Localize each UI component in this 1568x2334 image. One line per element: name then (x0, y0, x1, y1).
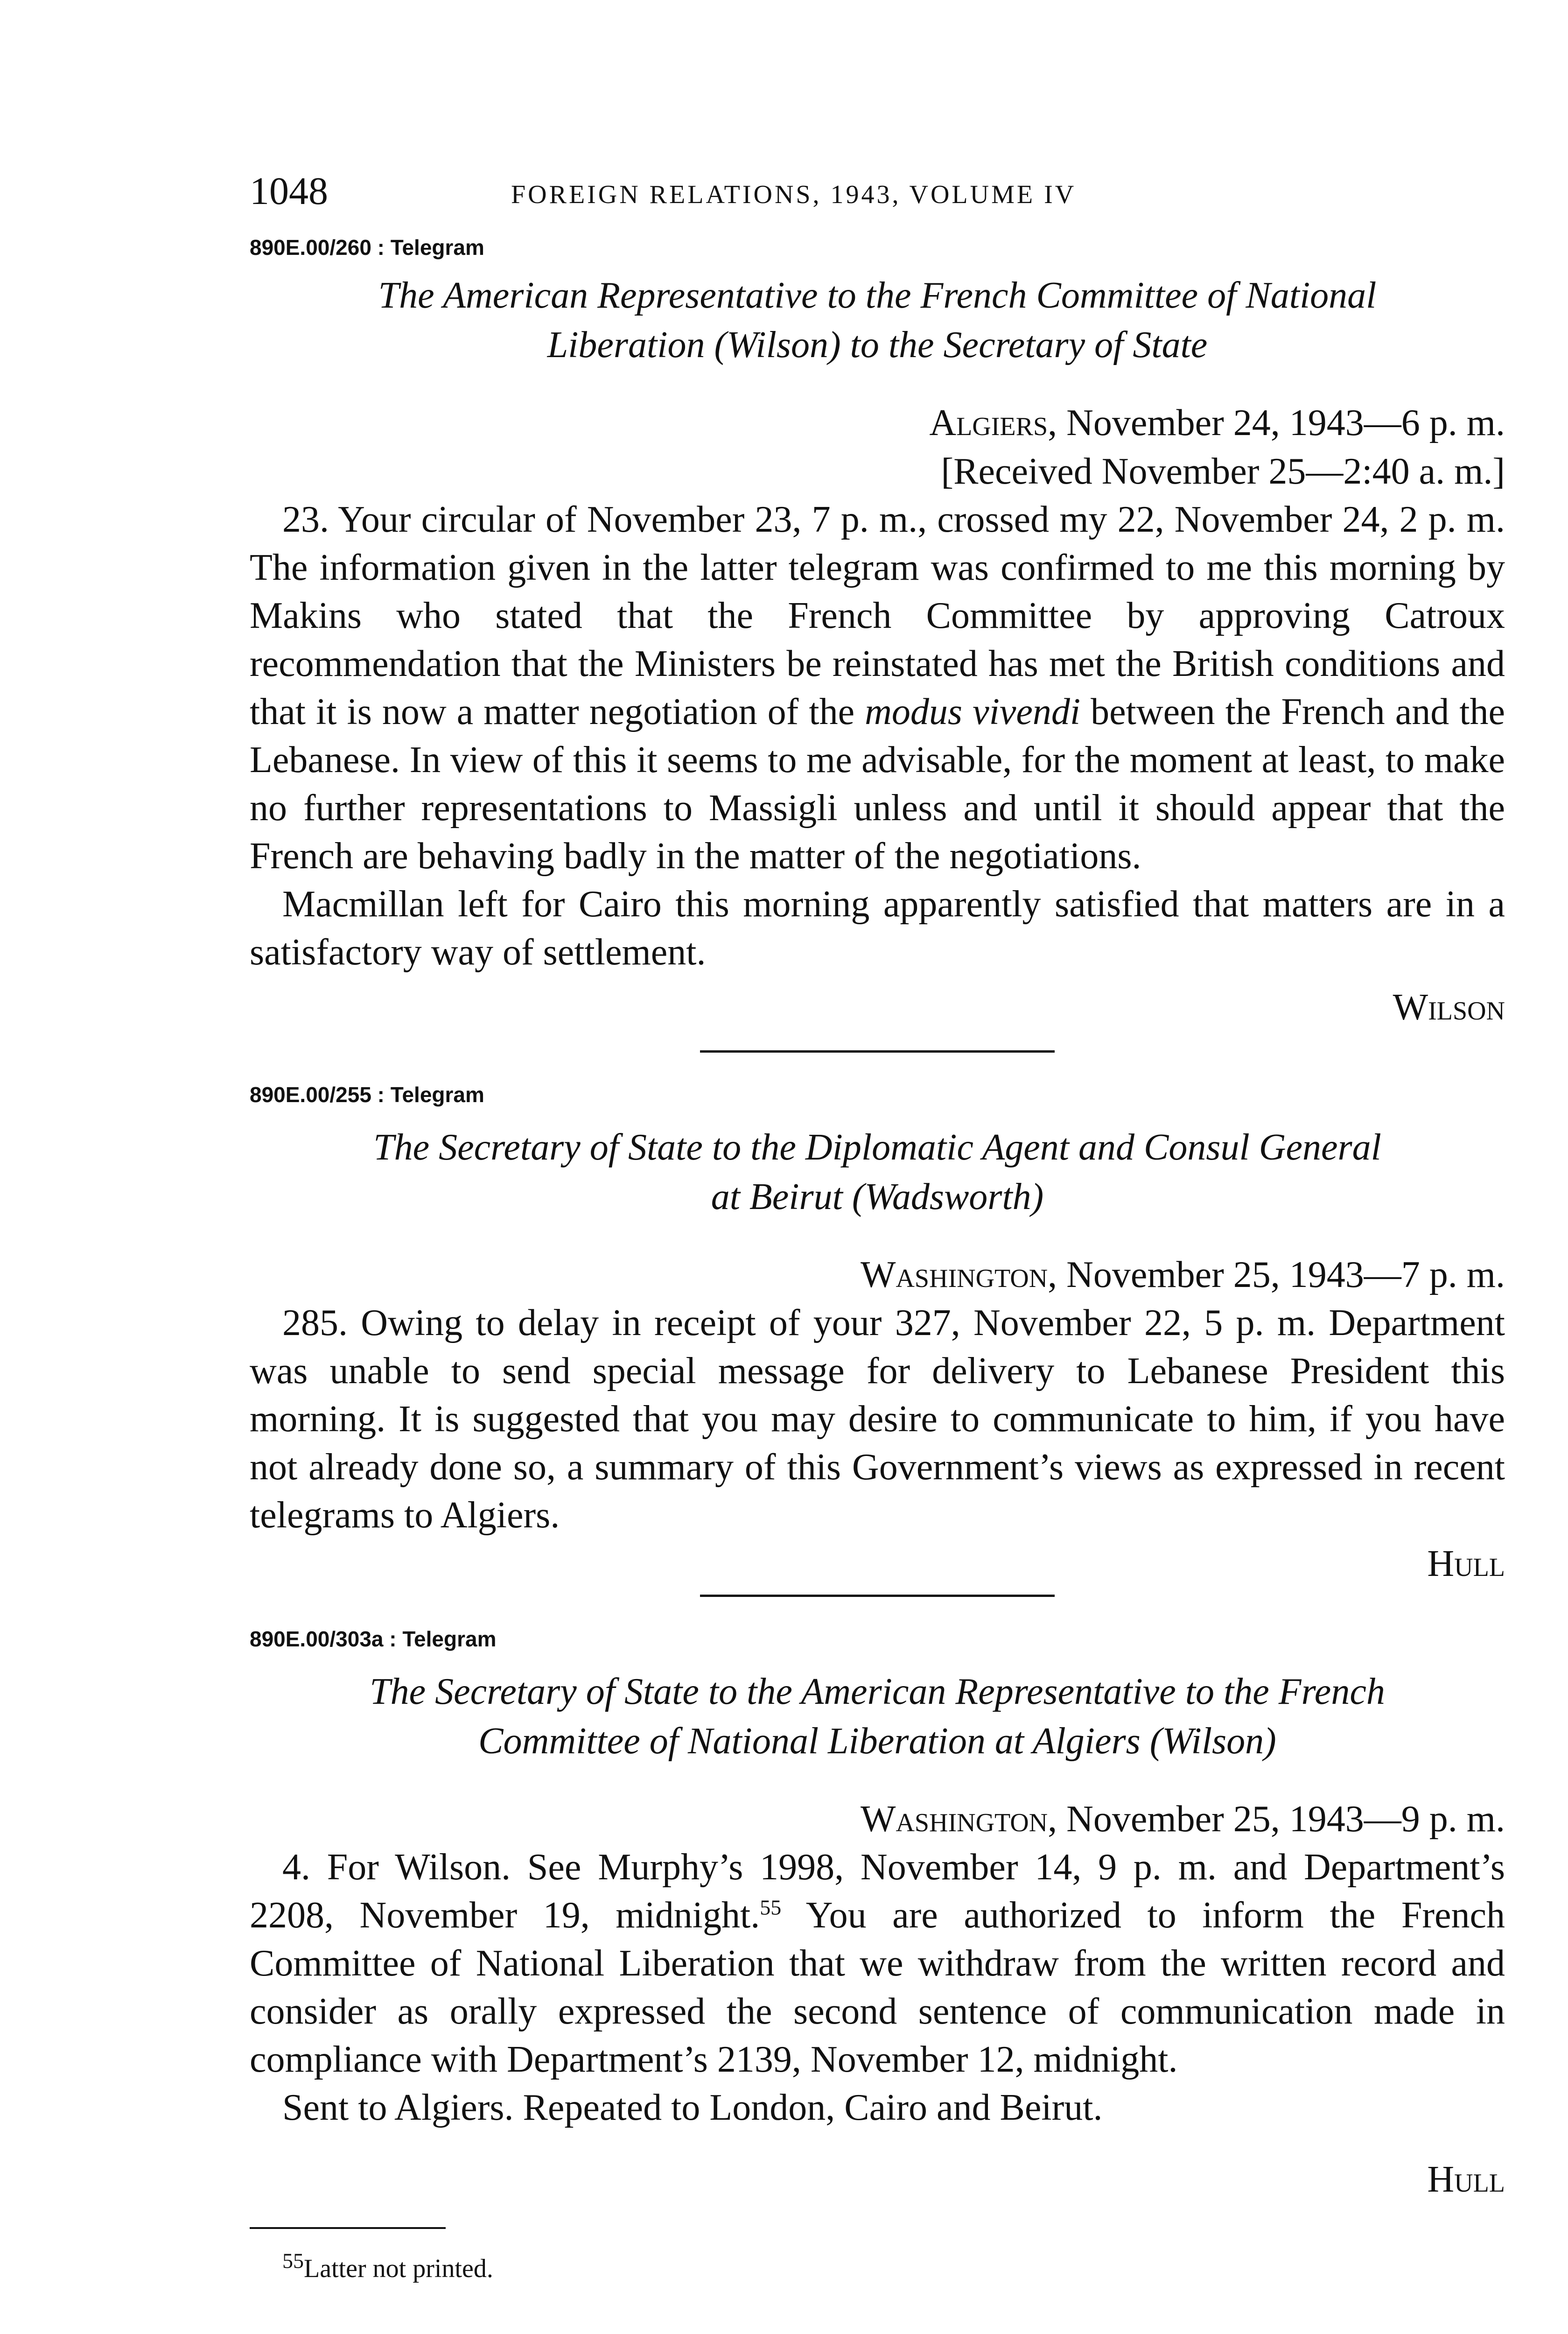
signature: Wilson (1393, 987, 1505, 1028)
signature: Hull (1427, 1543, 1505, 1584)
dateline-date: , November 25, 1943—7 p. m. (1048, 1254, 1505, 1295)
document-heading (250, 1123, 1505, 1222)
dateline (250, 1251, 1505, 1299)
paragraph-text: between the French and the Lebanese. In view of this it seems to me advisable, for the moment at least, to make no further representations to Massigli unless and until it should appear that the French are behaving badly in the matter of the negotiations. (250, 691, 1505, 877)
dateline-place: Washington (860, 1254, 1048, 1295)
heading-line: Committee of National Liberation at Algiers (Wilson) (478, 1721, 1276, 1762)
document-2 (250, 1081, 1505, 1588)
heading-line: Liberation (Wilson) to the Secretary of State (547, 324, 1208, 366)
file-number: 890E.00/260 : Telegram (250, 235, 484, 260)
signature: Hull (1427, 2159, 1505, 2200)
page-number: 1048 (250, 169, 328, 213)
dateline (250, 399, 1505, 447)
file-number: 890E.00/303a : Telegram (250, 1627, 497, 1651)
paragraph-text: 23. Your circular of November 23, 7 p. m., crossed my 22, November 24, 2 p. m. The information given in the latter telegram was confirmed to me this morning by Makins who stated that the French Committee by approving Catroux recommendation that the Ministers be reinstated has met the British conditions and that it is now a matter negotiation of the (250, 499, 1505, 732)
file-number: 890E.00/255 : Telegram (250, 1083, 484, 1107)
heading-line: The Secretary of State to the American Representative to the French (370, 1671, 1385, 1712)
running-title: FOREIGN RELATIONS, 1943, VOLUME IV (511, 180, 1077, 209)
body-paragraph (250, 1843, 1505, 2084)
heading-line: The American Representative to the French Committee of National (378, 275, 1377, 316)
document-1 (250, 233, 1505, 1032)
footnote-divider (250, 2227, 446, 2229)
received-line: [Received November 25—2:40 a. m.] (941, 451, 1505, 492)
paragraph-text: 4. For Wilson. See Murphy’s 1998, November 14, 9 p. m. and Department’s 2208, November 19, midnight. (250, 1847, 1505, 1936)
document-heading (250, 1667, 1505, 1766)
footnote-number: 55 (282, 2249, 304, 2273)
body-paragraph: Macmillan left for Cairo this morning apparently satisfied that matters are in a satisfactory way of settlement. (250, 884, 1505, 973)
dateline-place: Washington (860, 1799, 1048, 1840)
body-paragraph (250, 496, 1505, 880)
dateline-place: Algiers (929, 402, 1048, 443)
footnote-text: Latter not printed. (304, 2254, 493, 2283)
heading-line: at Beirut (Wadsworth) (711, 1176, 1044, 1217)
heading-line: The Secretary of State to the Diplomatic Agent and Consul General (373, 1127, 1381, 1168)
footnote-ref: 55 (760, 1895, 782, 1919)
document-3 (250, 1625, 1505, 2204)
italic-phrase: modus vivendi (865, 691, 1081, 732)
body-paragraph: 285. Owing to delay in receipt of your 327, November 22, 5 p. m. Department was unable to send special message for delivery to Lebanese President this morning. It is suggested that you may desire to communicate to him, if you have not already done so, a summary of this Government’s views as expressed in recent telegrams to Algiers. (250, 1302, 1505, 1536)
dateline-date: , November 24, 1943—6 p. m. (1048, 402, 1505, 443)
dateline (250, 1795, 1505, 1843)
document-heading (250, 271, 1505, 370)
paragraph-text: You are authorized to inform the French Committee of National Liberation that we withdraw from the written record and consider as orally expressed the second sentence of communication made in compliance with Department’s 2139, November 12, midnight. (250, 1895, 1505, 2080)
section-divider (700, 1050, 1055, 1053)
section-divider (700, 1595, 1055, 1597)
body-paragraph: Sent to Algiers. Repeated to London, Cairo and Beirut. (282, 2087, 1103, 2128)
page (250, 168, 1505, 2285)
running-head (250, 168, 1505, 219)
dateline-date: , November 25, 1943—9 p. m. (1048, 1799, 1505, 1840)
footnote (282, 2249, 1505, 2285)
